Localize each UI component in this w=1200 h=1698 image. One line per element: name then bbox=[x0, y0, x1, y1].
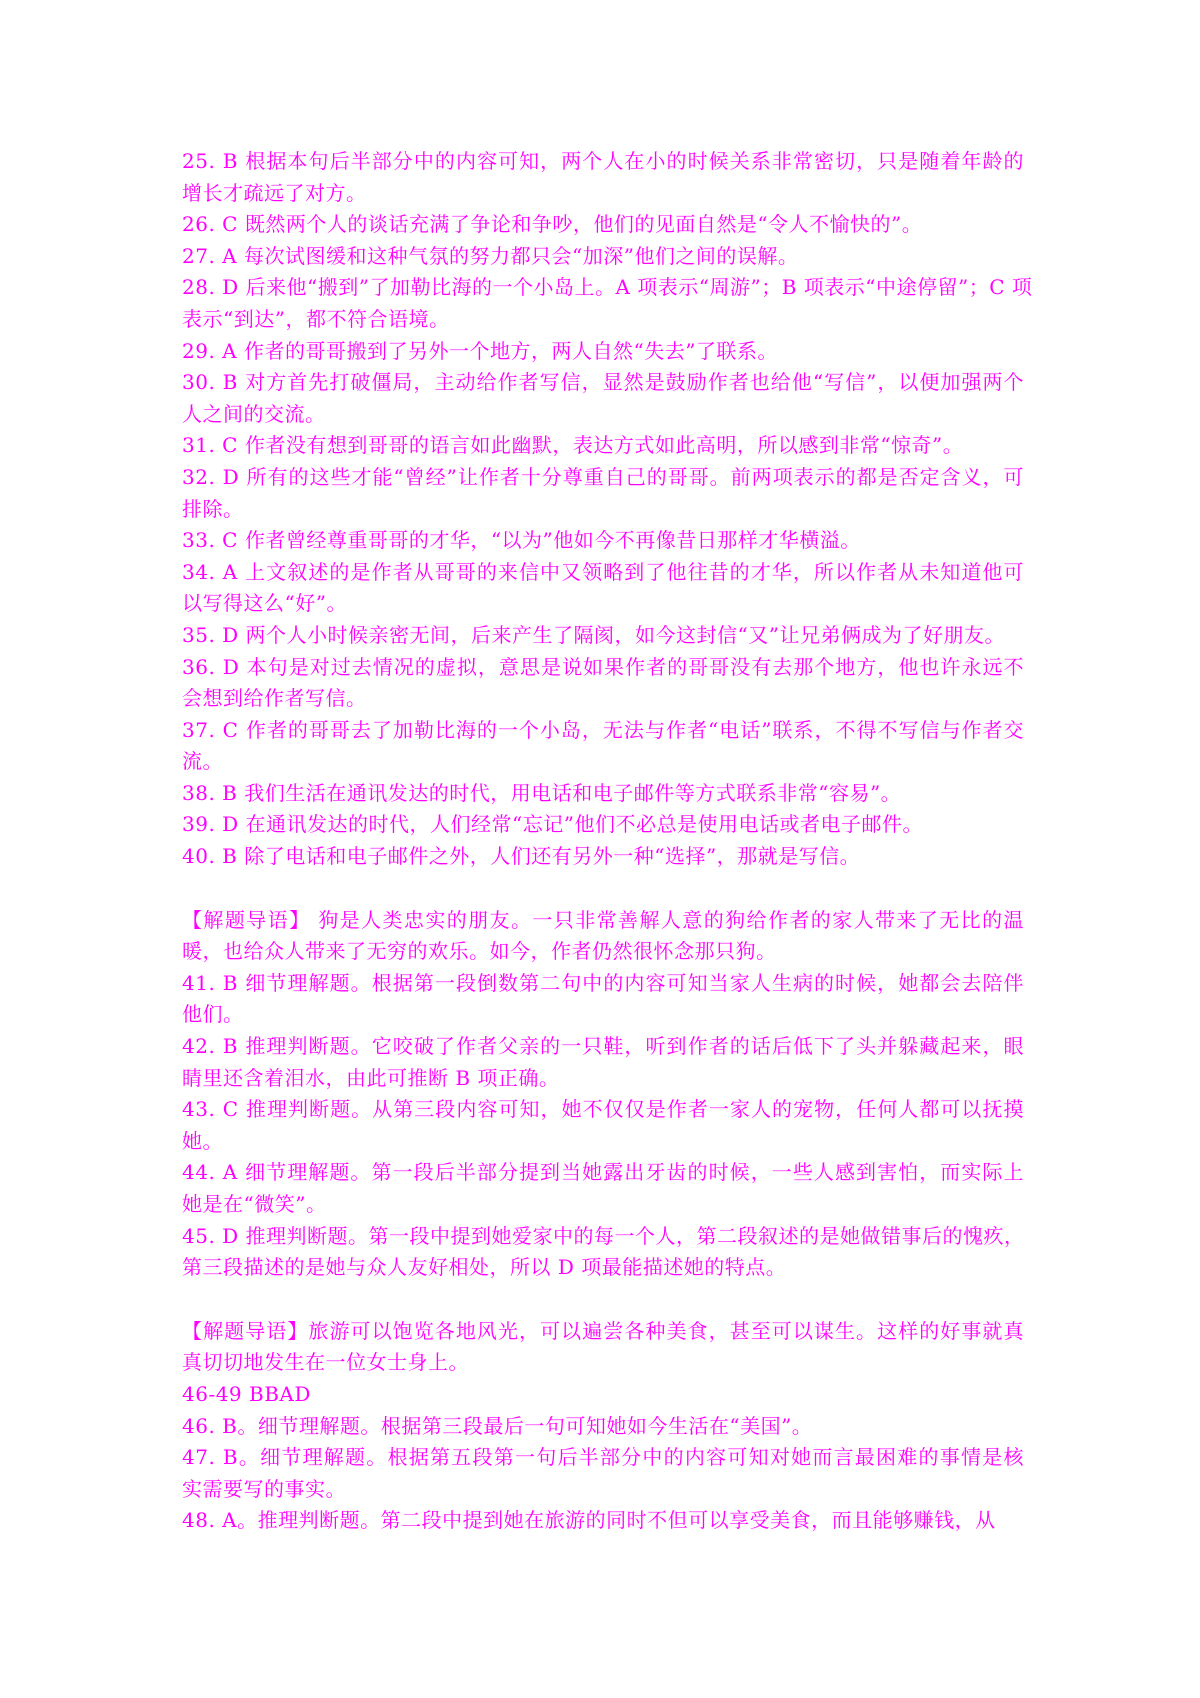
answer-item bbox=[182, 1442, 1024, 1505]
text-line: 37. C 作者的哥哥去了加勒比海的一个小岛，无法与作者“电话”联系，不得不写信与作者交 bbox=[182, 717, 1024, 742]
text-line: 42. B 推理判断题。它咬破了作者父亲的一只鞋，听到作者的话后低下了头并躲藏起来，眼 bbox=[182, 1034, 1024, 1059]
section-cloze-answers bbox=[182, 146, 1033, 873]
text-line: 会想到给作者写信。 bbox=[182, 686, 367, 711]
text-line: 【解题导语】旅游可以饱览各地风光，可以遍尝各种美食，甚至可以谋生。这样的好事就真 bbox=[182, 1318, 1024, 1343]
text-line: 他们。 bbox=[182, 1002, 244, 1027]
answer-item bbox=[182, 1094, 1024, 1157]
section-gap bbox=[182, 1284, 1024, 1316]
text-line: 暖，也给众人带来了无穷的欢乐。如今，作者仍然很怀念那只狗。 bbox=[182, 939, 777, 964]
answer-item bbox=[182, 367, 1024, 430]
text-line: 表示“到达”，都不符合语境。 bbox=[182, 306, 450, 331]
text-line: 40. B 除了电话和电子邮件之外，人们还有另外一种“选择”，那就是写信。 bbox=[182, 844, 861, 869]
text-line: 28. D 后来他“搬到”了加勒比海的一个小岛上。A 项表示“周游”；B 项表示“中途停留”；C 项 bbox=[182, 275, 1033, 300]
text-line: 人之间的交流。 bbox=[182, 401, 326, 426]
answer-item bbox=[182, 715, 1024, 778]
text-line: 29. A 作者的哥哥搬到了另外一个地方，两人自然“失去”了联系。 bbox=[182, 338, 778, 363]
answer-item bbox=[182, 809, 1024, 841]
section-reading-dog-answers bbox=[182, 905, 1024, 1284]
text-line: 41. B 细节理解题。根据第一段倒数第二句中的内容可知当家人生病的时候，她都会去陪伴 bbox=[182, 970, 1024, 995]
answer-item bbox=[182, 241, 1024, 273]
answer-item bbox=[182, 336, 1024, 368]
text-line: 流。 bbox=[182, 749, 223, 774]
answer-item bbox=[182, 1379, 1024, 1411]
text-line: 48. A。推理判断题。第二段中提到她在旅游的同时不但可以享受美食，而且能够赚钱，从 bbox=[182, 1508, 996, 1533]
answer-item bbox=[182, 272, 1033, 335]
answer-explanations-page bbox=[182, 146, 1033, 1537]
text-line: 27. A 每次试图缓和这种气氛的努力都只会“加深”他们之间的误解。 bbox=[182, 243, 799, 268]
answer-item bbox=[182, 557, 1024, 620]
answer-item bbox=[182, 1316, 1024, 1379]
text-line: 她是在“微笑”。 bbox=[182, 1192, 327, 1216]
answer-item bbox=[182, 1411, 1024, 1443]
text-line: 39. D 在通讯发达的时代，人们经常“忘记”他们不必总是使用电话或者电子邮件。 bbox=[182, 812, 924, 837]
text-line: 增长才疏远了对方。 bbox=[182, 180, 367, 205]
text-line: 31. C 作者没有想到哥哥的语言如此幽默，表达方式如此高明，所以感到非常“惊奇”。 bbox=[182, 433, 964, 458]
answer-item bbox=[182, 146, 1024, 209]
text-line: 25. B 根据本句后半部分中的内容可知，两个人在小的时候关系非常密切，只是随着年龄的 bbox=[182, 149, 1024, 173]
text-line: 33. C 作者曾经尊重哥哥的才华，“以为”他如今不再像昔日那样才华横溢。 bbox=[182, 528, 861, 553]
answer-item bbox=[182, 620, 1024, 652]
text-line: 47. B。细节理解题。根据第五段第一句后半部分中的内容可知对她而言最困难的事情是核 bbox=[182, 1445, 1024, 1470]
text-line: 睛里还含着泪水，由此可推断 B 项正确。 bbox=[182, 1065, 560, 1090]
answer-item bbox=[182, 1505, 1024, 1537]
text-line: 以写得这么“好”。 bbox=[182, 591, 347, 616]
text-line: 35. D 两个人小时候亲密无间，后来产生了隔阂，如今这封信“又”让兄弟俩成为了好朋友。 bbox=[182, 622, 1006, 647]
text-line: 真切切地发生在一位女士身上。 bbox=[182, 1350, 469, 1375]
text-line: 她。 bbox=[182, 1128, 223, 1153]
answer-item bbox=[182, 778, 1024, 810]
text-line: 30. B 对方首先打破僵局，主动给作者写信，显然是鼓励作者也给他“写信”，以便加强两个 bbox=[182, 370, 1024, 395]
section-gap bbox=[182, 873, 1024, 905]
answer-item bbox=[182, 968, 1024, 1031]
answer-item bbox=[182, 905, 1024, 968]
section-reading-travel-answers bbox=[182, 1316, 1024, 1537]
text-line: 第三段描述的是她与众人友好相处，所以 D 项最能描述她的特点。 bbox=[182, 1255, 787, 1280]
answer-item bbox=[182, 430, 1024, 462]
text-line: 38. B 我们生活在通讯发达的时代，用电话和电子邮件等方式联系非常“容易”。 bbox=[182, 780, 902, 805]
answer-item bbox=[182, 525, 1024, 557]
text-line: 45. D 推理判断题。第一段中提到她爱家中的每一个人，第二段叙述的是她做错事后的愧疚， bbox=[182, 1223, 1025, 1248]
text-line: 46-49 BBAD bbox=[182, 1381, 311, 1406]
text-line: 26. C 既然两个人的谈话充满了争论和争吵，他们的见面自然是“令人不愉快的”。 bbox=[182, 212, 923, 237]
answer-item bbox=[182, 652, 1024, 715]
answer-item bbox=[182, 1031, 1024, 1094]
answer-item bbox=[182, 462, 1024, 525]
answer-item bbox=[182, 209, 1024, 241]
answer-item bbox=[182, 841, 1024, 873]
answer-item bbox=[182, 1157, 1024, 1220]
text-line: 46. B。细节理解题。根据第三段最后一句可知她如今生活在“美国”。 bbox=[182, 1413, 813, 1438]
text-line: 43. C 推理判断题。从第三段内容可知，她不仅仅是作者一家人的宠物，任何人都可以抚摸 bbox=[182, 1097, 1024, 1122]
text-line: 44. A 细节理解题。第一段后半部分提到当她露出牙齿的时候，一些人感到害怕，而实际上 bbox=[182, 1160, 1024, 1185]
text-line: 34. A 上文叙述的是作者从哥哥的来信中又领略到了他往昔的才华，所以作者从未知道他可 bbox=[182, 559, 1024, 584]
answer-item bbox=[182, 1221, 1024, 1284]
text-line: 【解题导语】 狗是人类忠实的朋友。一只非常善解人意的狗给作者的家人带来了无比的温 bbox=[182, 907, 1024, 932]
text-line: 实需要写的事实。 bbox=[182, 1476, 346, 1501]
text-line: 排除。 bbox=[182, 496, 244, 521]
text-line: 36. D 本句是对过去情况的虚拟，意思是说如果作者的哥哥没有去那个地方，他也许永远不 bbox=[182, 654, 1024, 679]
text-line: 32. D 所有的这些才能“曾经”让作者十分尊重自己的哥哥。前两项表示的都是否定含义，可 bbox=[182, 464, 1024, 489]
